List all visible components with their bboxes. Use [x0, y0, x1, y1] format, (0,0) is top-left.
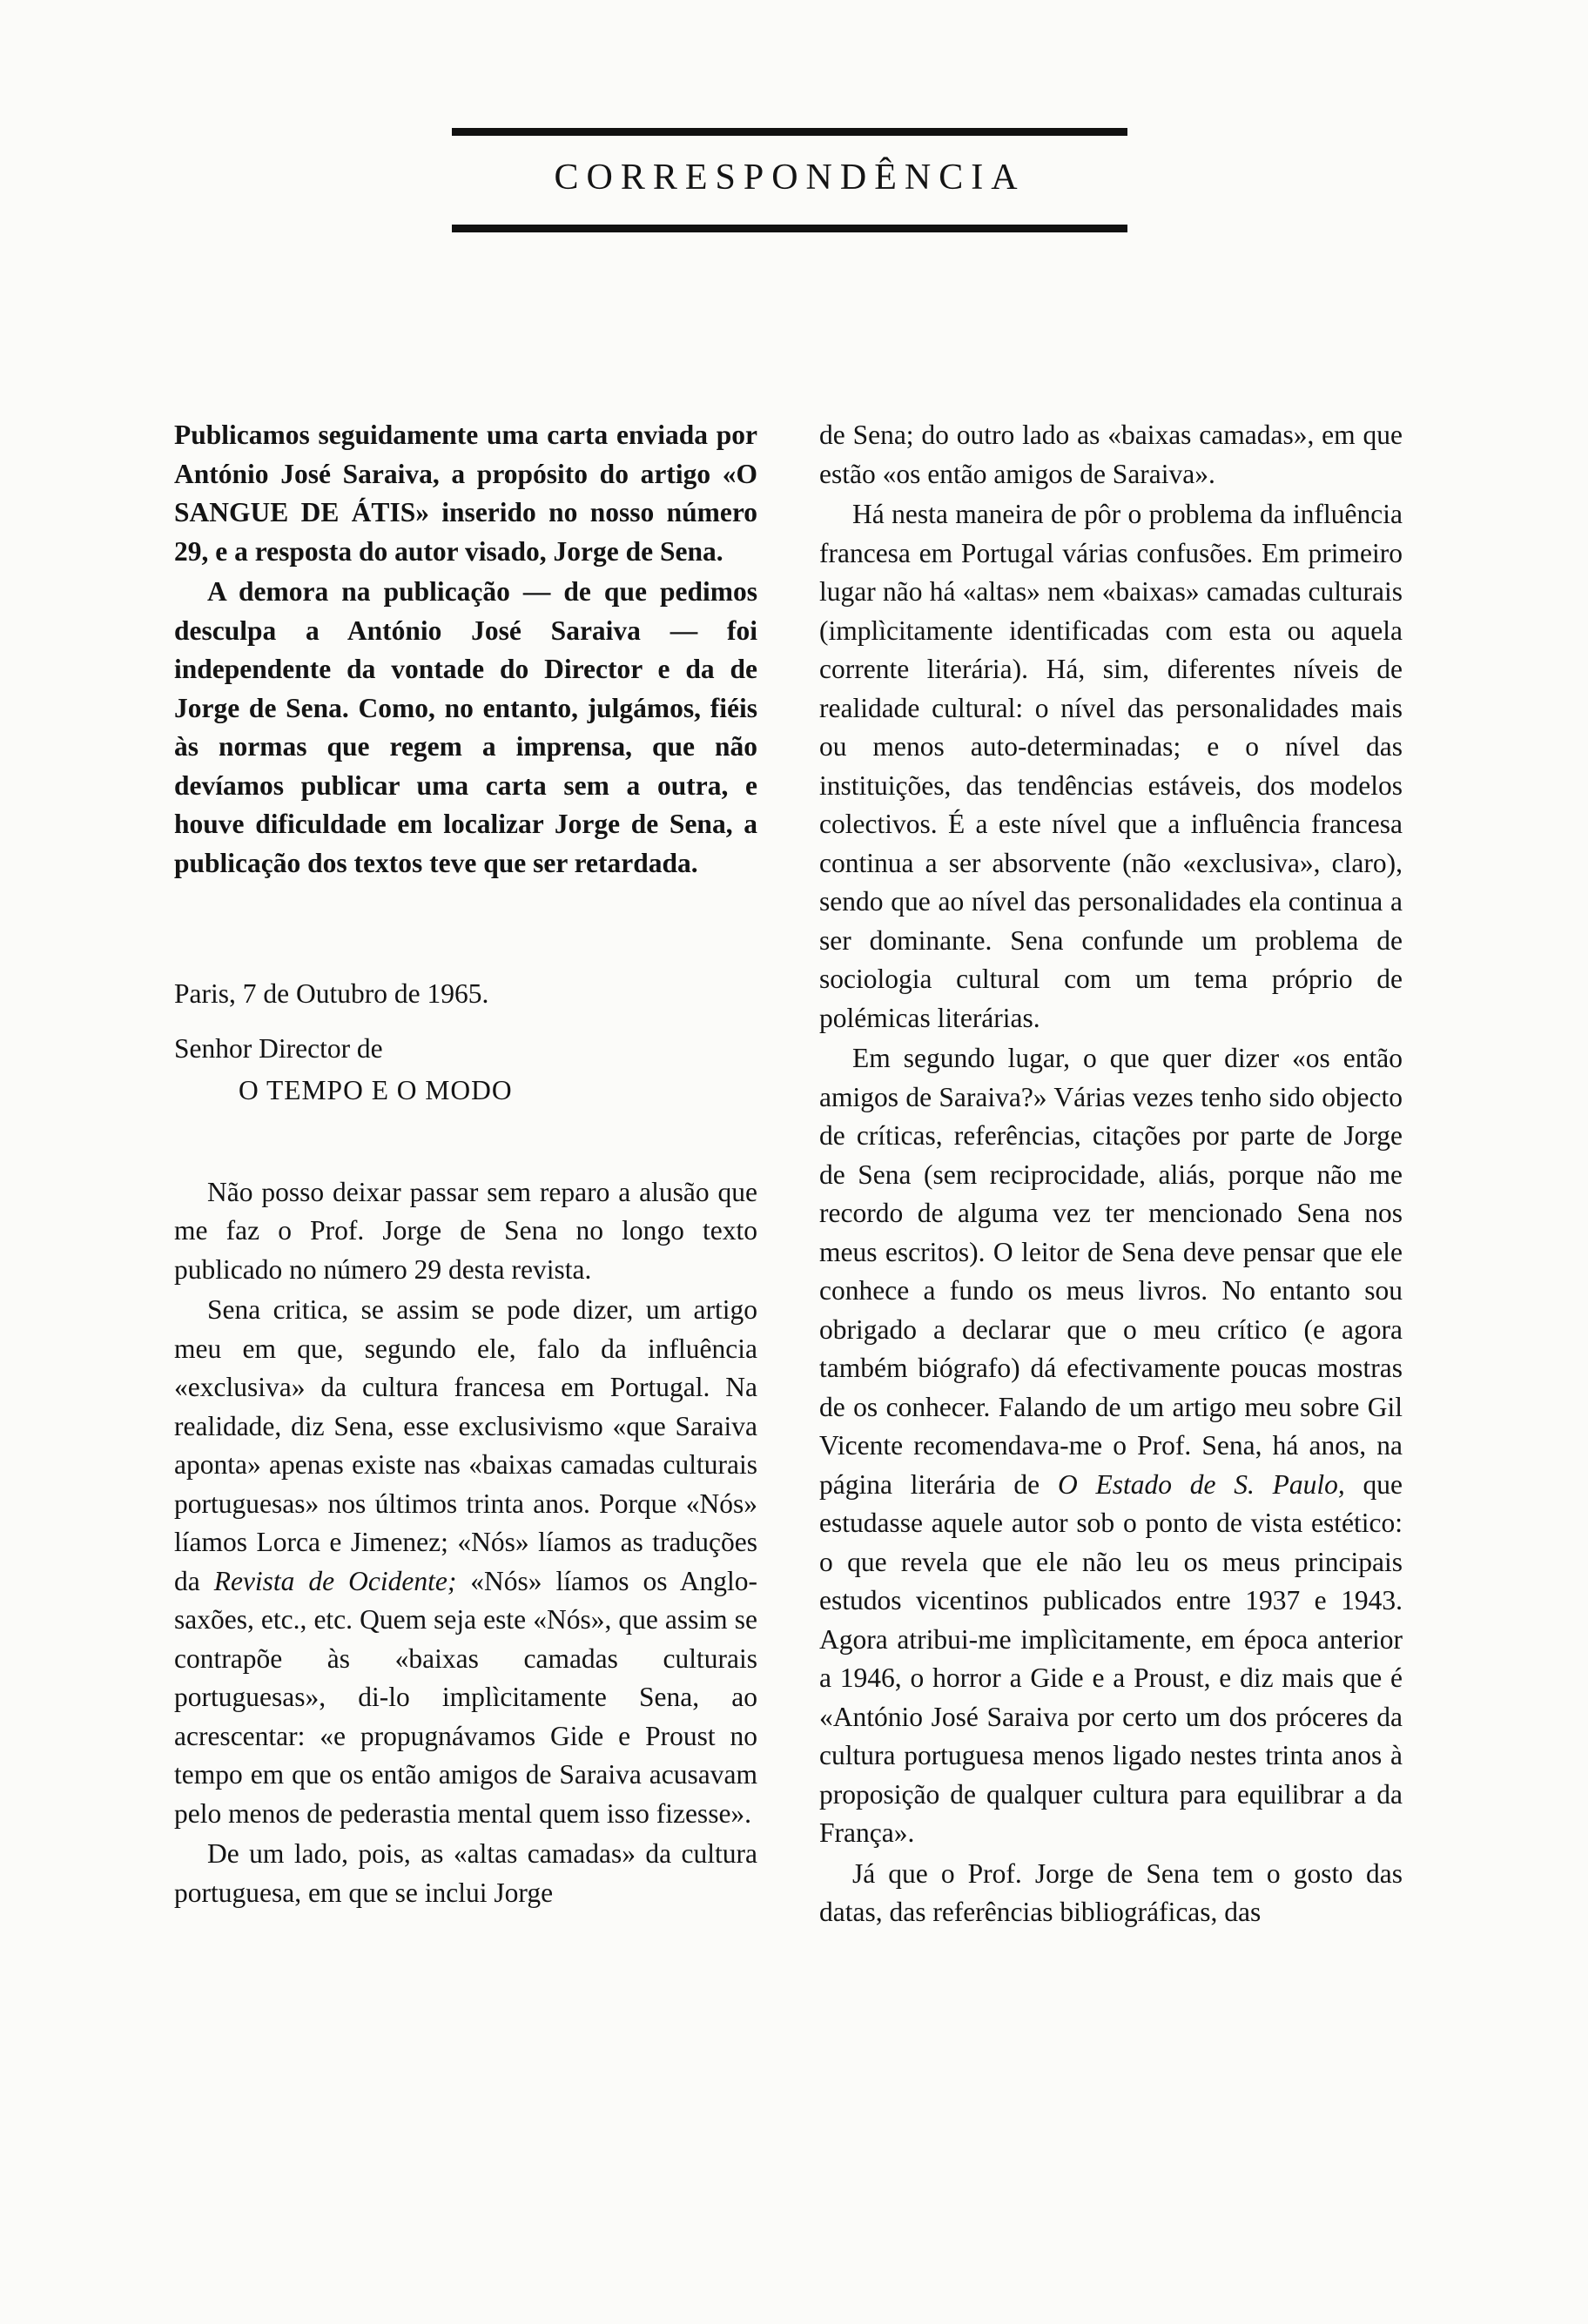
letter-paragraph-4: Há nesta maneira de pôr o problema da influência francesa em Portugal várias confusões. Em primeiro lugar não há «altas» nem «baixas» camadas culturais (implìcitamente identificadas com esta ou aquela corrente literária). Há, sim, diferentes níveis de realidade cultural: o nível das personalidades mais ou menos auto-determinadas; e o nível das instituições, das tendências estáveis, dos modelos colectivos. É a este nível que a influência francesa continua a ser absorvente (não «exclusiva», claro), sendo que ao nível das personalidades ela continua a ser dominante. Sena confunde um problema de sociologia cultural com um tema próprio de polémicas literárias. — [819, 499, 1403, 1033]
letter-paragraph-6: Já que o Prof. Jorge de Sena tem o gosto das datas, das referências bibliográficas, das — [819, 1857, 1403, 1927]
letter-paragraph-5 — [819, 1039, 1403, 1853]
letter-paragraph-5-part-a: Em segundo lugar, o que quer dizer «os então amigos de Saraiva?» Várias vezes tenho sido objecto de críticas, referências, citações por parte de Jorge de Sena (sem reciprocidade, aliás, porque não me recordo de alguma vez ter mencionado Sena nos meus escritos). O leitor de Sena deve pensar que ele conhece a fundo os meus livros. No entanto sou obrigado a declarar que o meu crítico (e agora também biógrafo) dá efectivamente poucas mostras de os conhecer. Falando de um artigo meu sobre Gil Vicente recomendava-me o Prof. Sena, há anos, na página literária de — [819, 1043, 1403, 1500]
intro-paragraph-1: Publicamos seguidamente uma carta enviada por António José Saraiva, a propósito do artigo «O SANGUE DE ÁTIS» inserido no nosso número 29, e a resposta do autor visado, Jorge de Sena. — [174, 420, 757, 567]
letter-paragraph-2-part-b: «Nós» líamos os Anglo-saxões, etc., etc. Quem seja este «Nós», que assim se contrapõe às «baixas camadas culturais portuguesas», di-lo implìcitamente Sena, ao acrescentar: «e propugnávamos Gide e Proust no tempo em que os então amigos de Saraiva acusavam pelo menos de pederastia mental quem isso fizesse». — [174, 1565, 757, 1829]
right-column — [819, 416, 1403, 1934]
letter-salutation: Senhor Director de — [174, 1032, 383, 1064]
page-title: CORRESPONDÊNCIA — [554, 158, 1026, 198]
letter-paragraph-3: De um lado, pois, as «altas camadas» da cultura portuguesa, em que se inclui Jorge — [174, 1838, 757, 1908]
journal-title-revista-de-ocidente: Revista de Ocidente; — [213, 1565, 457, 1596]
editorial-intro — [174, 416, 757, 883]
letter-place-date: Paris, 7 de Outubro de 1965. — [174, 978, 489, 1009]
magazine-name: O TEMPO E O MODO — [239, 1075, 513, 1105]
intro-paragraph-2: A demora na publicação — de que pedimos desculpa a António José Saraiva — foi independente da vontade do Director e da de Jorge de Sena. Como, no entanto, julgámos, fiéis às normas que regem a imprensa, que não devíamos publicar uma carta sem a outra, e houve dificuldade em localizar Jorge de Sena, a publicação dos textos teve que ser retardada. — [174, 576, 757, 878]
letter-paragraph-5-part-b: que estudasse aquele autor sob o ponto de vista estético: o que revela que ele não leu os meus principais estudos vicentinos publicados entre 1937 e 1943. Agora atribui-me implìcitamente, em época anterior a 1946, o horror a Gide e a Proust, e diz mais que é «António José Saraiva por certo um dos próceres da cultura portuguesa menos ligado nestes trinta anos à proposição de qualquer cultura para equilibrar a da França». — [819, 1468, 1403, 1848]
letter-paragraph-2-part-a: Sena critica, se assim se pode dizer, um artigo meu em que, segundo ele, falo da influência «exclusiva» da cultura francesa em Portugal. Na realidade, diz Sena, esse exclusivismo «que Saraiva aponta» apenas existe nas «baixas camadas culturais portuguesas» nos últimos trinta anos. Porque «Nós» líamos Lorca e Jimenez; «Nós» líamos as traduções da — [174, 1294, 757, 1596]
letter-paragraph-1: Não posso deixar passar sem reparo a alusão que me faz o Prof. Jorge de Sena no longo texto publicado no número 29 desta revista. — [174, 1176, 757, 1285]
header-rule-top — [452, 128, 1127, 136]
header-rule-bottom — [452, 225, 1127, 232]
newspaper-title-estado-de-s-paulo: O Estado de S. Paulo, — [1057, 1468, 1345, 1500]
letter-paragraph-2 — [174, 1291, 757, 1833]
left-column — [174, 416, 757, 1914]
letter-paragraph-3-continued: de Sena; do outro lado as «baixas camadas», em que estão «os então amigos de Saraiva». — [819, 420, 1403, 489]
